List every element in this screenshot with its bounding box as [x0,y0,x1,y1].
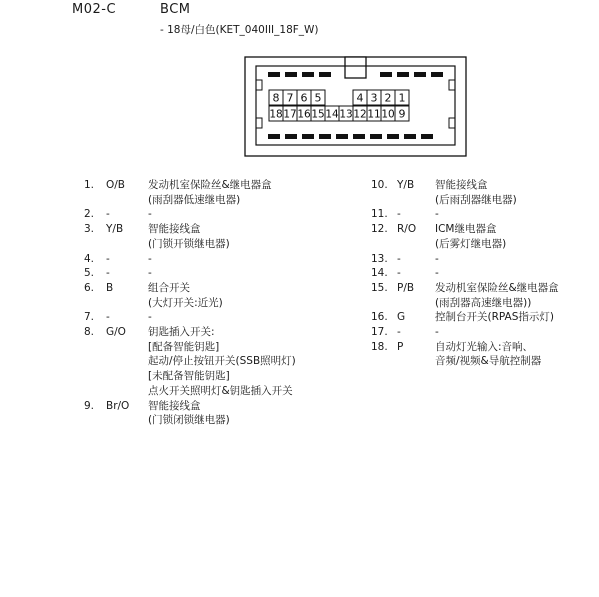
rib-bottom-1 [285,134,297,139]
pin-row [371,266,559,281]
pin-number: 11. [371,208,388,221]
wire-color: Br/O [106,399,130,412]
pin-description: 钥匙插入开关: [配备智能钥匙] 起动/停止按钮开关(SSB照明灯) [未配备智能钥匙] 点火开关照明灯&钥匙插入开关 [148,326,296,397]
pin-number: 12. [371,223,388,236]
pin-list-left [84,178,296,428]
pin-row [84,178,296,207]
wire-color: - [106,208,110,221]
pin-number-label: 14 [325,108,339,121]
pin-description: 自动灯光输入:音响、 音频/视频&导航控制器 [435,340,542,368]
wire-color: B [106,281,114,294]
pin-description: - [435,208,439,221]
pin-number-label: 3 [370,91,378,105]
pin-number: 17. [371,326,388,339]
rib-top-7 [431,72,443,77]
pin-number: 9. [84,399,95,412]
locking-tab [345,57,366,78]
pin-description: 组合开关 (大灯开关:近光) [148,281,223,309]
pin-row [84,281,296,310]
rib-bottom-4 [336,134,348,139]
pin-row [84,222,296,251]
rib-top-3 [319,72,331,77]
rib-bottom-9 [421,134,433,139]
pin-description: - [435,252,439,265]
wire-color: O/B [106,179,126,191]
rib-top-4 [380,72,392,77]
pin-row [371,310,559,325]
rib-bottom-6 [370,134,382,139]
wire-color: - [106,252,110,265]
pin-description: - [148,252,152,265]
wire-color: Y/B [397,179,415,191]
pin-number-label: 10 [381,108,395,121]
wire-color: G/O [106,326,126,339]
pin-row [371,207,559,222]
pin-row [84,266,296,281]
pin-row [84,325,296,399]
pin-number: 5. [84,267,95,280]
pin-description: 智能接线盒 (门锁开锁继电器) [148,223,230,250]
wire-color: G [397,311,406,324]
pin-row [371,178,559,207]
pin-number: 6. [84,281,95,294]
rib-top-1 [285,72,297,77]
wire-color: R/O [397,223,417,236]
pin-number-label: 13 [339,108,353,121]
pin-description: 发动机室保险丝&继电器盒 (雨刮器高速继电器)) [435,281,559,309]
pin-row [84,310,296,325]
rib-bottom-7 [387,134,399,139]
pin-number-label: 8 [272,91,280,105]
pin-number-label: 11 [367,108,381,121]
pin-number: 14. [371,267,388,280]
pin-number-label: 1 [398,91,406,105]
wire-color: Y/B [106,223,124,236]
pin-grid [269,90,409,121]
pin-number: 16. [371,311,388,324]
wire-color: - [397,252,401,265]
wire-color: - [397,267,401,280]
rib-bottom-3 [319,134,331,139]
rib-top-0 [268,72,280,77]
pin-description: 发动机室保险丝&继电器盒 (雨刮器低速继电器) [148,179,272,206]
wire-color: P/B [397,281,415,294]
pin-row [371,340,559,369]
pin-row [371,281,559,310]
pin-description: - [148,267,152,280]
pin-number-label: 5 [314,91,322,105]
wire-color: P [397,340,404,353]
pin-list-right [371,178,559,369]
bottom-ribs [268,134,433,139]
pin-number: 8. [84,326,95,339]
pin-number-label: 2 [384,91,392,105]
side-notch-2 [449,80,455,90]
wire-color: - [397,208,401,221]
pin-description: - [148,311,152,324]
rib-top-5 [397,72,409,77]
rib-bottom-2 [302,134,314,139]
pin-number-label: 12 [353,108,367,121]
pin-description: - [148,208,152,221]
pin-number-label: 15 [311,108,325,121]
pin-row [371,325,559,340]
rib-bottom-5 [353,134,365,139]
pin-row [84,399,296,428]
pin-number: 4. [84,252,95,265]
pin-description: 智能接线盒 (门锁闭锁继电器) [148,399,230,427]
rib-top-6 [414,72,426,77]
pin-row [84,207,296,222]
rib-bottom-8 [404,134,416,139]
pin-number-label: 16 [297,108,311,121]
pin-number: 7. [84,311,95,324]
connector-code: M02-C [72,2,117,17]
pin-number: 13. [371,252,388,265]
pin-number-label: 17 [283,108,297,121]
pin-row [371,222,559,251]
pin-row [84,252,296,267]
pin-number-label: 4 [356,91,364,105]
side-notch-1 [256,118,262,128]
wire-color: - [106,311,110,324]
pin-row [371,252,559,267]
pin-description: - [435,267,439,280]
pin-number: 18. [371,340,388,353]
pin-description: 智能接线盒 (后雨刮器继电器) [435,179,517,206]
connector-description: - 18母/白色(KET_040III_18F_W) [160,24,319,36]
pin-number-label: 6 [300,91,308,105]
rib-bottom-0 [268,134,280,139]
pin-description: - [435,326,439,339]
wire-color: - [397,326,401,339]
pin-number-label: 9 [398,107,406,121]
pin-description: 控制台开关(RPAS指示灯) [435,311,554,324]
pin-number: 15. [371,281,388,294]
pin-number: 10. [371,179,388,191]
side-notch-0 [256,80,262,90]
connector-diagram [0,0,599,170]
pin-description: ICM继电器盒 (后雾灯继电器) [435,223,507,250]
wire-color: - [106,267,110,280]
pin-number: 1. [84,179,95,191]
pin-number-label: 7 [286,91,294,105]
pin-number: 3. [84,223,95,236]
pin-number: 2. [84,208,95,221]
rib-top-2 [302,72,314,77]
side-notch-3 [449,118,455,128]
pin-number-label: 18 [269,108,283,121]
module-name: BCM [160,2,191,17]
